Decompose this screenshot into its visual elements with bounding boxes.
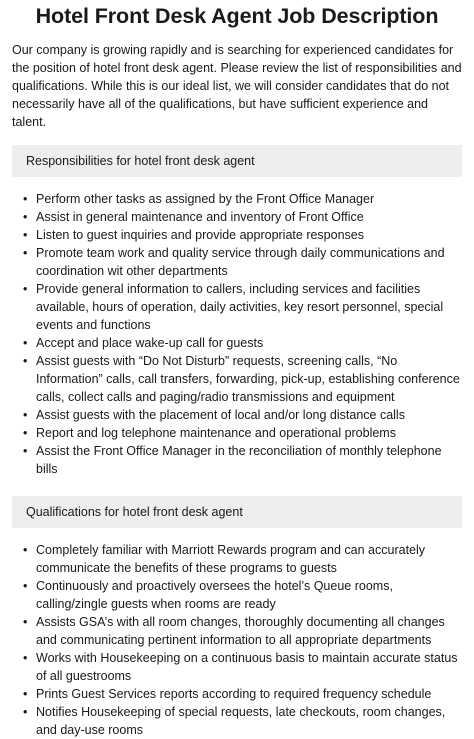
list-item: • Listen to guest inquiries and provide appropriate responses — [36, 226, 462, 244]
list-item: • Perform other tasks as assigned by the Front Office Manager — [36, 190, 462, 208]
responsibilities-heading: Responsibilities for hotel front desk agent — [12, 145, 462, 177]
list-item: • Works with Housekeeping on a continuous basis to maintain accurate status of all guestrooms — [36, 649, 462, 685]
list-item: • Completely familiar with Marriott Rewards program and can accurately communicate the benefits of these programs to guests — [36, 541, 462, 577]
list-item: • Continuously and proactively oversees the hotel’s Queue rooms, calling/zingle guests when rooms are ready — [36, 577, 462, 613]
page-title: Hotel Front Desk Agent Job Description — [35, 4, 439, 28]
list-item: • Assist guests with the placement of local and/or long distance calls — [36, 406, 462, 424]
qualifications-heading: Qualifications for hotel front desk agent — [12, 496, 462, 528]
list-item: • Notifies Housekeeping of special requests, late checkouts, room changes, and day-use rooms — [36, 703, 462, 739]
list-item: • Accept and place wake-up call for guests — [36, 334, 462, 352]
list-item: • Provide general information to callers, including services and facilities available, hours of operation, daily activities, key resort personnel, special events and functions — [36, 280, 462, 334]
list-item: • Assist guests with “Do Not Disturb” requests, screening calls, “No Information” calls, call transfers, forwarding, pick-up, establishing conference calls, collect calls and paging/radio transmissions and equipment — [36, 352, 462, 406]
list-item: • Promote team work and quality service through daily communications and coordination wit other departments — [36, 244, 462, 280]
responsibilities-list — [12, 190, 462, 478]
list-item: • Assist the Front Office Manager in the reconciliation of monthly telephone bills — [36, 442, 462, 478]
list-item: • Prints Guest Services reports according to required frequency schedule — [36, 685, 462, 703]
qualifications-list — [12, 541, 462, 739]
list-item: • Report and log telephone maintenance and operational problems — [36, 424, 462, 442]
list-item: • Assist in general maintenance and inventory of Front Office — [36, 208, 462, 226]
list-item: • Assists GSA’s with all room changes, thoroughly documenting all changes and communicating pertinent information to all appropriate departments — [36, 613, 462, 649]
intro-paragraph: Our company is growing rapidly and is searching for experienced candidates for the position of hotel front desk agent. Please review the list of responsibilities and qualifications. While this is our ideal list, we will consider candidates that do not necessarily have all of the qualifications, but have sufficient experience and talent. — [12, 43, 462, 129]
